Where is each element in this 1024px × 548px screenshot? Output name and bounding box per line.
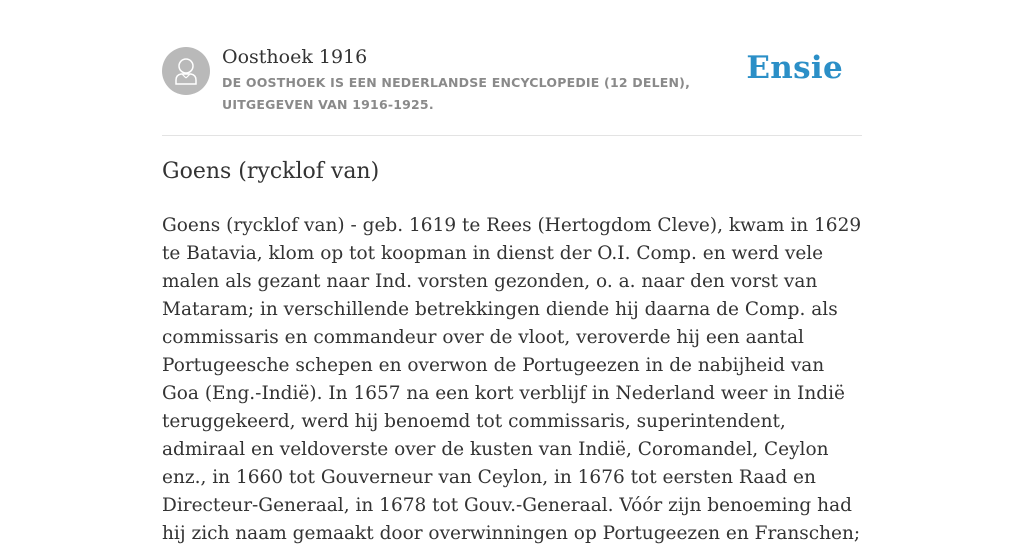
source-header: [162, 44, 862, 124]
source-description: DE OOSTHOEK IS EEN NEDERLANDSE ENCYCLOPEDIE (12 DELEN), UITGEGEVEN VAN 1916-1925.: [222, 75, 691, 112]
article-body: Goens (rycklof van) - geb. 1619 te Rees (Hertogdom Cleve), kwam in 1629 te Batavia, klom op tot koopman in dienst der O.I. Comp. en werd vele malen als gezant naar Ind. vorsten gezonden, o. a. naar den vorst van Mataram; in verschillende betrekkingen diende hij daarna de Comp. als commissaris en commandeur over de vloot, veroverde hij een aantal Portugeesche schepen en overwon de Portugeezen in de nabijheid van Goa (Eng.-Indië). In 1657 na een kort verblijf in Nederland weer in Indië teruggekeerd, werd hij benoemd tot commissaris, superintendent, admiraal en veldoverste over de kusten van Indië, Coromandel, Ceylon enz., in 1660 tot Gouverneur van Ceylon, in 1676 tot eersten Raad en Directeur-Generaal, in 1678 tot Gouv.-Generaal. Vóór zijn benoeming had hij zich naam gemaakt door overwinningen op Portugeezen en Franschen;: [162, 215, 862, 544]
article-title: Goens (rycklof van): [162, 159, 380, 184]
ensie-logo[interactable]: Ensie: [746, 50, 843, 86]
header-divider: [162, 135, 862, 136]
user-avatar-icon[interactable]: [162, 47, 210, 95]
source-title[interactable]: Oosthoek 1916: [222, 46, 368, 68]
